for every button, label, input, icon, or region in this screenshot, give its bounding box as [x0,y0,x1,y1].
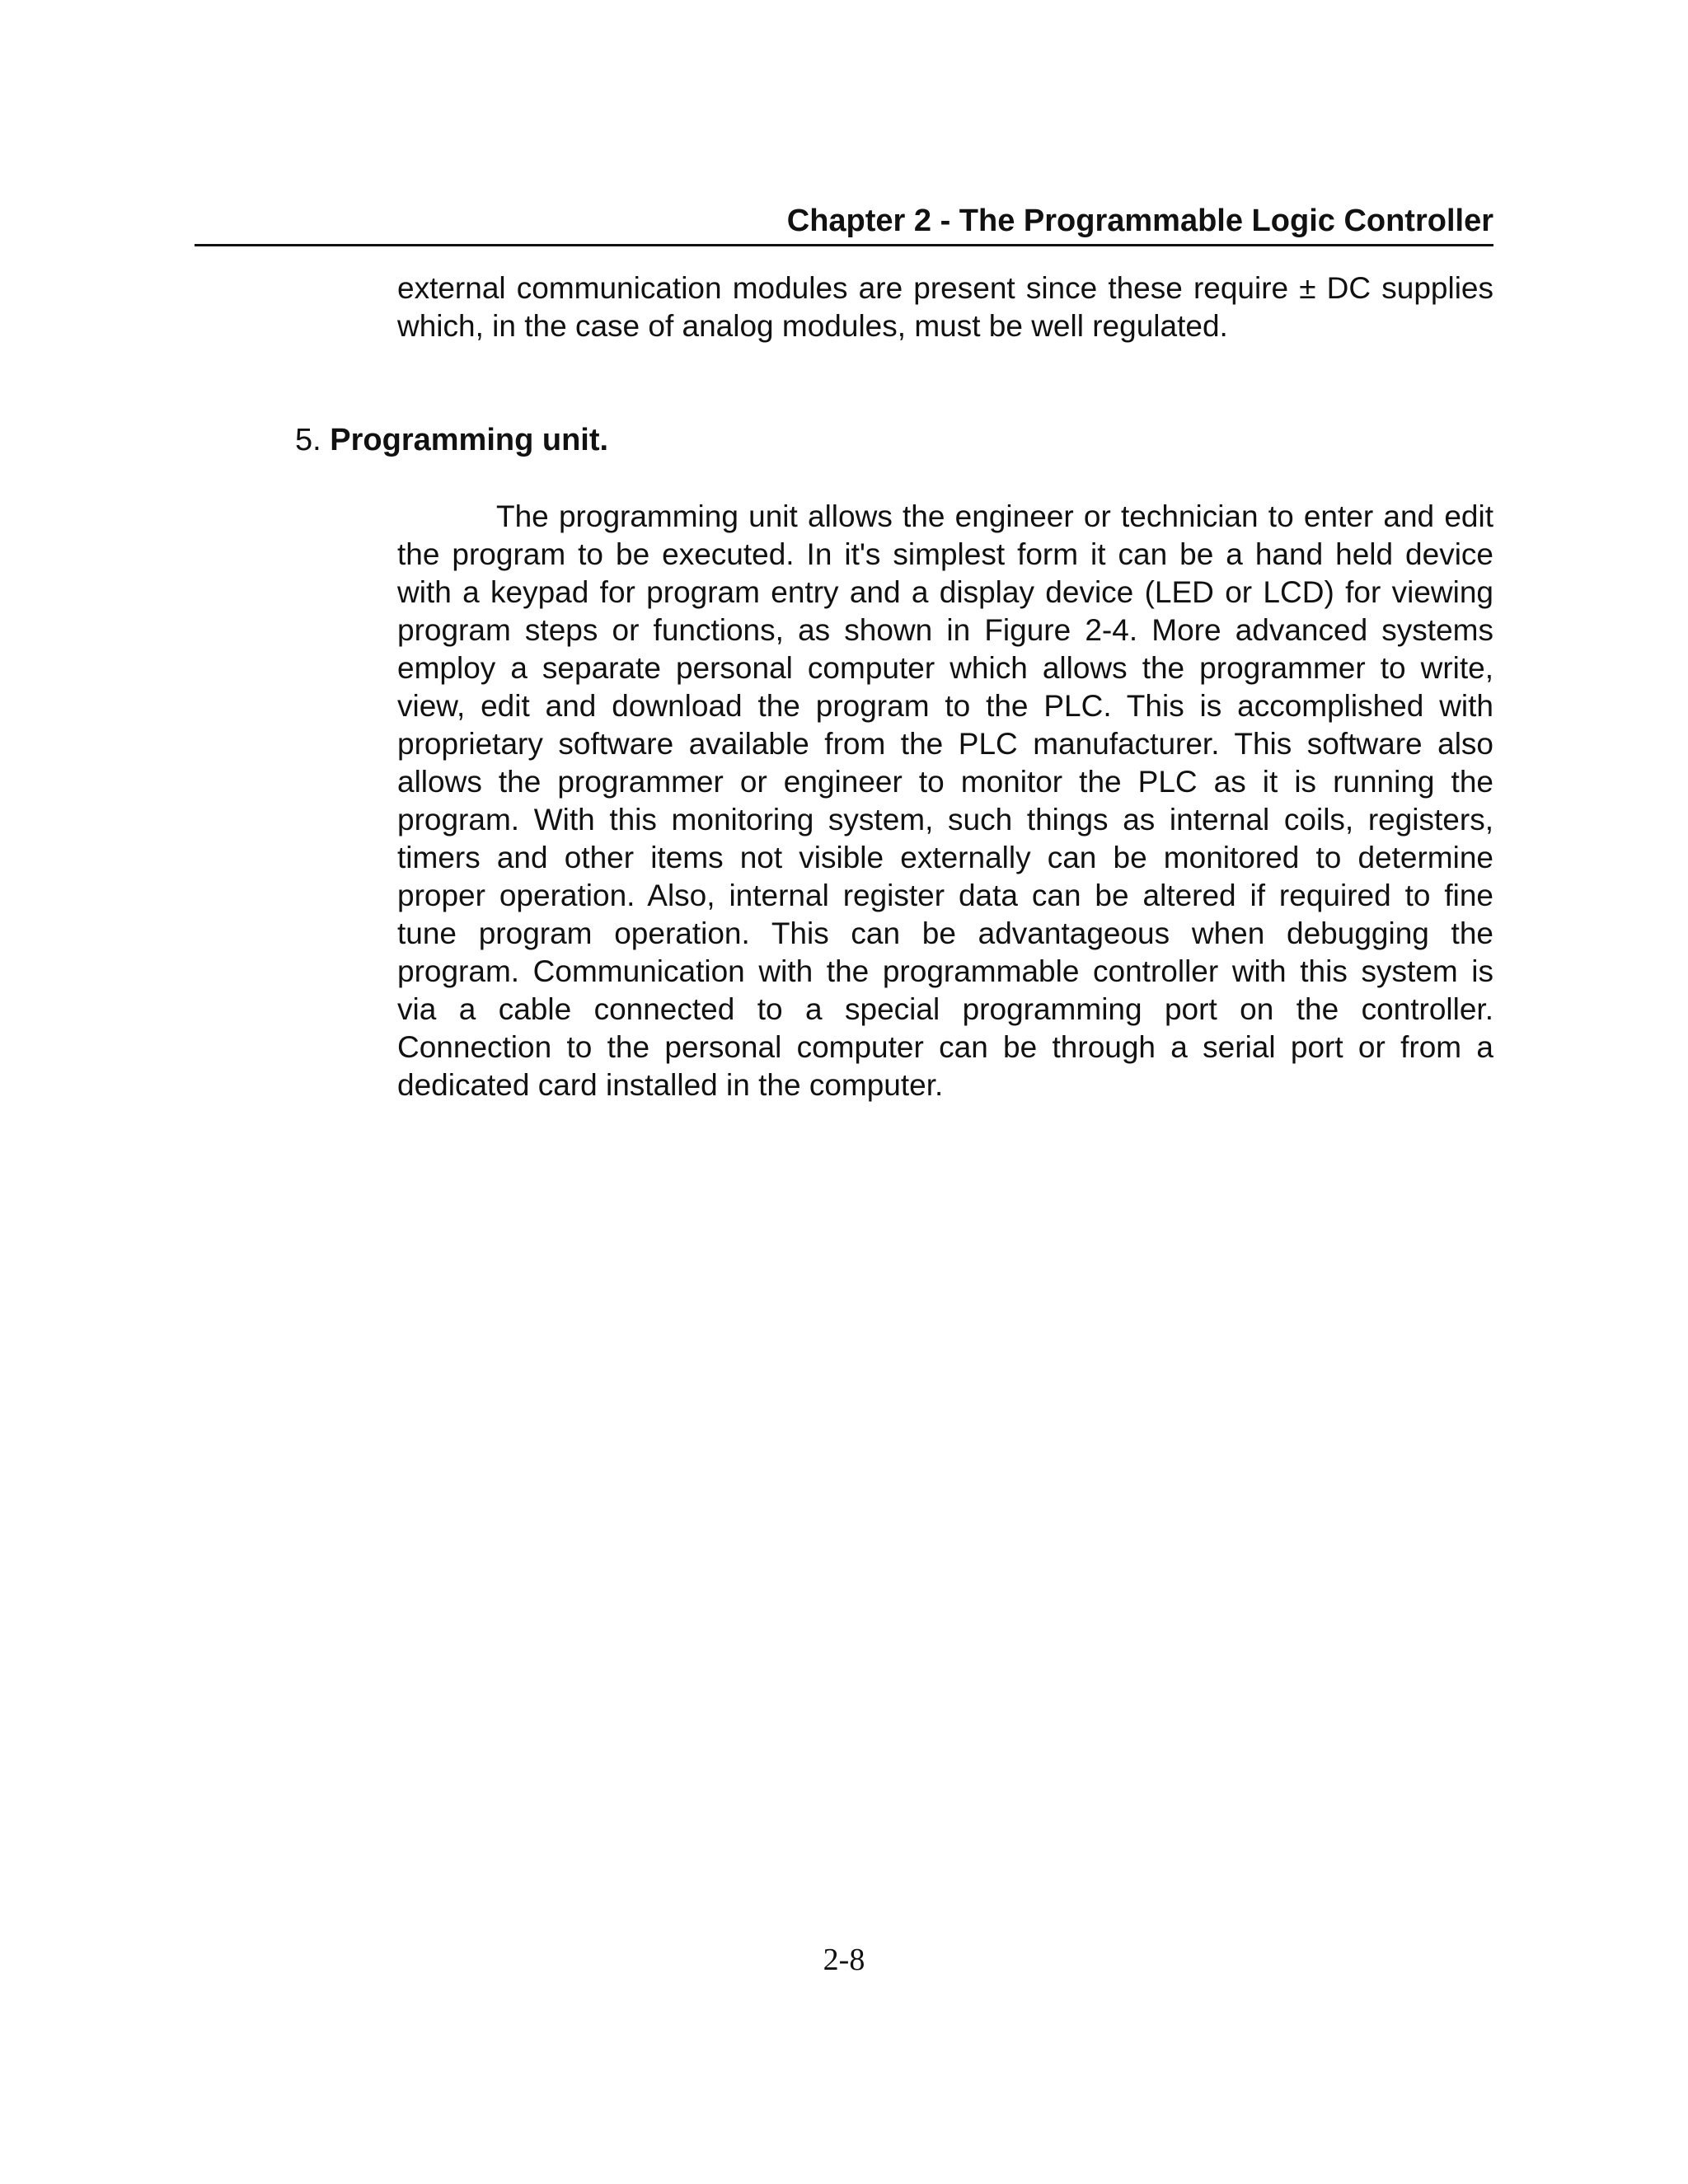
section-paragraph: The programming unit allows the engineer or technician to enter and edit the program to be executed. In it's simplest form it can be a hand held device with a keypad for program entry and a display device (LED or LCD) for viewing program steps or functions, as shown in Figure 2-4. More advanced systems employ a separate personal computer which allows the programmer to write, view, edit and download the program to the PLC. This is accomplished with proprietary software available from the PLC manufacturer. This software also allows the programmer or engineer to monitor the PLC as it is running the program. With this monitoring system, such things as internal coils, registers, timers and other items not visible externally can be monitored to determine proper operation. Also, internal register data can be altered if required to fine tune program operation. This can be advantageous when debugging the program. Communication with the programmable controller with this system is via a cable connected to a special programming port on the controller. Connection to the personal computer can be through a serial port or from a dedicated card installed in the computer. [397,499,1493,1102]
page-number: 2-8 [823,1943,865,1977]
section-title: Programming unit. [330,423,609,457]
intro-paragraph: external communication modules are present since these require ± DC supplies which, in the case of analog modules, must be well regulated. [397,271,1493,343]
page-header [195,198,1493,246]
chapter-title: Chapter 2 - The Programmable Logic Controller [786,204,1493,238]
section-heading [295,421,608,459]
section-number: 5. [295,423,321,457]
